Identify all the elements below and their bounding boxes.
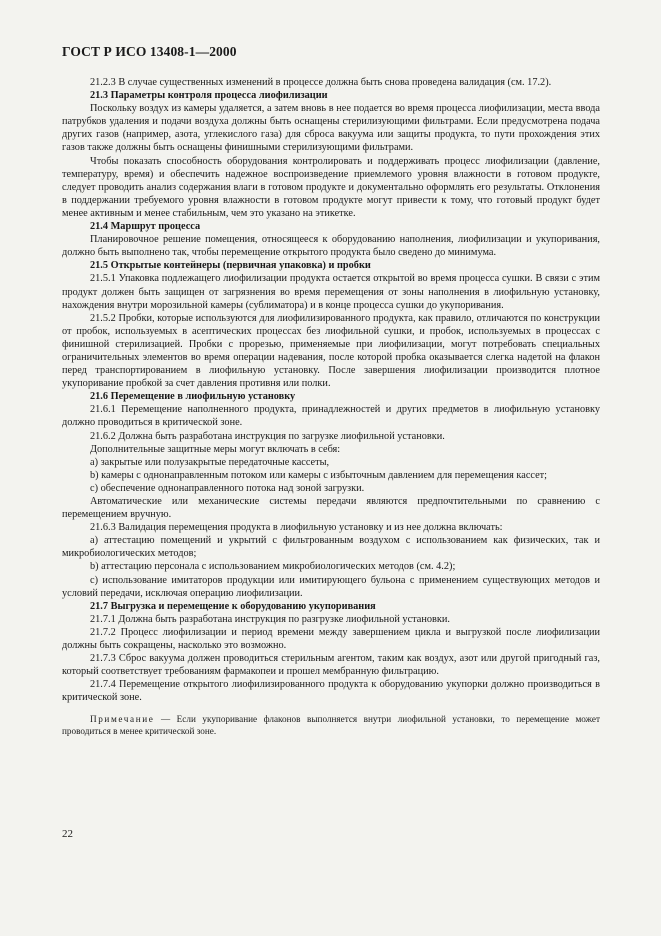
body-paragraph: 21.6.1 Перемещение наполненного продукта, принадлежностей и других предметов в лиофильную установку должно проводиться в критической зоне. [62, 404, 600, 429]
body-paragraph: a) закрытые или полузакрытые передаточные кассеты, [90, 456, 330, 468]
note-text: — Если укупоривание флаконов выполняется внутри лиофильной установки, то перемещение может проводиться в менее критической зоне. [62, 713, 600, 736]
section-heading: 21.7 Выгрузка и перемещение к оборудованию укупоривания [90, 600, 376, 612]
body-paragraph: 21.7.3 Сброс вакуума должен проводиться стерильным агентом, таким как воздух, азот или другой пригодный газ, который соответствует требованиям фармакопеи и прошел мембранную фильтрацию. [62, 653, 600, 678]
note-paragraph [62, 713, 600, 738]
section-heading: 21.5 Открытые контейнеры (первичная упаковка) и пробки [90, 260, 371, 272]
document-header: ГОСТ Р ИСО 13408-1—2000 [62, 44, 237, 59]
body-paragraph: Чтобы показать способность оборудования контролировать и поддерживать процесс лиофилизации (давление, температуру, время) и обеспечить надежное воспроизведение приемлемого уровня влажности в готовом продукте, следует проводить анализ содержания влаги в готовом продукте и документально оформлять его результаты. Отклонения в поддержании требуемого уровня влажности в готовом продукте могут привести к тому, что готовый продукт будет менее активным и менее стабильным, чем это указано на этикетке. [62, 155, 600, 219]
body-paragraph: 21.5.1 Упаковка подлежащего лиофилизации продукта остается открытой во время процесса сушки. В связи с этим продукт должен быть защищен от загрязнения во время перемещения от зоны наполнения в лиофильную установку, нахождения внутри морозильной камеры (сублиматора) и в конце процесса сушки до укупоривания. [62, 273, 600, 311]
body-paragraph: 21.7.4 Перемещение открытого лиофилизированного продукта к оборудованию укупорки должно производиться в критической зоне. [62, 679, 600, 704]
body-paragraph: 21.5.2 Пробки, которые используются для лиофилизированного продукта, как правило, отличаются по конструкции от пробок, используемых в асептических процессах без лиофильной сушки, и пробок, используемых в процессах с финишной стерилизацией. Пробки с прорезью, применяемые при лиофилизации, могут потребовать специальных ограничительных элементов во время операции надевания, после которой пробка оказывается слегка надетой на флакон перед транспортированием в лиофильную установку. После завершения лиофилизации производится плотное укупоривание пробкой за счет давления противня или полки. [62, 312, 600, 390]
body-paragraph: Дополнительные защитные меры могут включать в себя: [90, 443, 341, 455]
body-paragraph: 21.7.2 Процесс лиофилизации и период времени между завершением цикла и выгрузкой после лиофилизации должны быть сокращены, насколько это возможно. [62, 626, 600, 652]
document-body [62, 76, 600, 737]
body-paragraph: Планировочное решение помещения, относящееся к оборудованию наполнения, лиофилизации и укупоривания, должно быть выполнено так, чтобы перемещение открытого продукта было сведено до минимума. [62, 234, 600, 259]
body-paragraph: 21.6.2 Должна быть разработана инструкция по загрузке лиофильной установки. [90, 430, 445, 442]
section-heading: 21.4 Маршрут процесса [90, 221, 201, 233]
body-paragraph: c) использование имитаторов продукции или имитирующего бульона с применением существующих методов и условий передачи, исключая операцию лиофилизации. [62, 574, 600, 599]
body-paragraph: 21.2.3 В случае существенных изменений в процессе должна быть снова проведена валидация (см. 17.2). [90, 77, 552, 88]
section-heading: 21.3 Параметры контроля процесса лиофилизации [90, 90, 328, 102]
note-label: Примечание [90, 713, 155, 724]
body-paragraph: a) аттестацию помещений и укрытий с фильтрованным воздухом с использованием как физических, так и микробиологических методов; [62, 535, 600, 560]
page-number: 22 [62, 828, 73, 840]
body-paragraph: Поскольку воздух из камеры удаляется, а затем вновь в нее подается во время процесса лиофилизации, места ввода патрубков удаления и подачи воздуха должны быть оснащены стерилизующими фильтрами. Если предусмотрена подача других газов (например, азота, углекислого газа) для сброса вакуума или защиты продукта, то пути прохождения этих газов также должны быть оснащены финишными стерилизующими фильтрами. [62, 103, 600, 154]
body-paragraph: b) аттестацию персонала с использованием микробиологических методов (см. 4.2); [90, 561, 456, 573]
body-paragraph: b) камеры с однонаправленным потоком или камеры с избыточным давлением для перемещения кассет; [90, 469, 548, 481]
body-paragraph: c) обеспечение однонаправленного потока над зоной загрузки. [90, 482, 365, 494]
body-paragraph: Автоматические или механические системы передачи являются предпочтительными по сравнению с перемещением вручную. [62, 496, 600, 521]
section-heading: 21.6 Перемещение в лиофильную установку [90, 391, 296, 403]
body-paragraph: 21.6.3 Валидация перемещения продукта в лиофильную установку и из нее должна включать: [90, 522, 503, 534]
body-paragraph: 21.7.1 Должна быть разработана инструкция по разгрузке лиофильной установки. [90, 613, 450, 625]
